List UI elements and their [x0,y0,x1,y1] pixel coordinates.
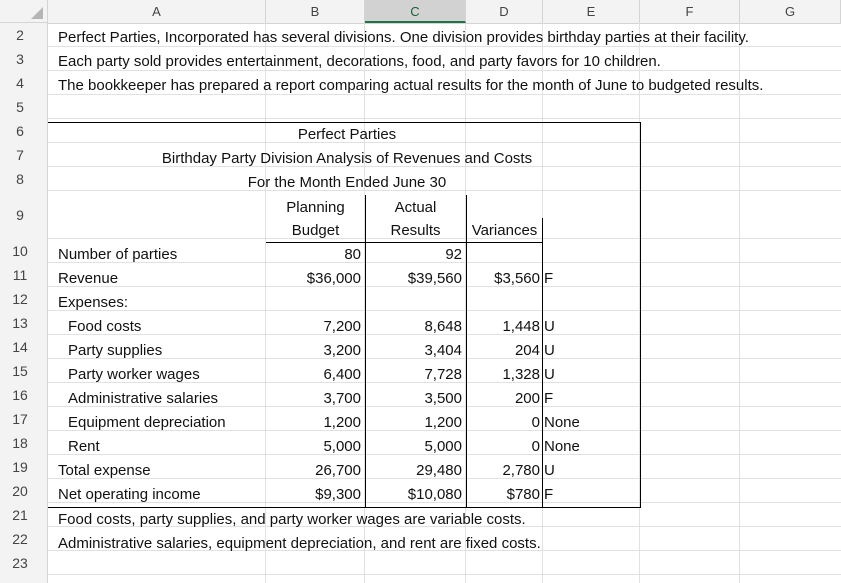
column-header-d[interactable]: D [466,0,543,23]
actual-value[interactable]: 5,000 [424,438,462,455]
row-header-23[interactable]: 23 [12,555,28,571]
column-header-e[interactable]: E [543,0,640,23]
row-header-17[interactable]: 17 [12,411,28,427]
actual-value[interactable]: 3,404 [424,342,462,359]
budget-value[interactable]: 26,700 [315,462,361,479]
variance-flag[interactable]: U [544,366,555,383]
row-header-13[interactable]: 13 [12,315,28,331]
variance-value[interactable]: 204 [514,342,540,359]
row-gridline [48,574,841,575]
actual-value[interactable]: $10,080 [407,486,462,503]
actual-value[interactable]: 7,728 [424,366,462,383]
variance-flag[interactable]: F [544,390,554,407]
variance-flag[interactable]: None [544,414,580,431]
variance-flag[interactable]: U [544,462,555,479]
budget-value[interactable]: $9,300 [315,486,361,503]
row-header-7[interactable]: 7 [16,147,24,163]
variance-flag[interactable]: U [544,342,555,359]
row-label[interactable]: Food costs [68,318,142,335]
actual-value[interactable]: 29,480 [416,462,462,479]
variance-value[interactable]: 200 [514,390,540,407]
budget-value[interactable]: 3,200 [323,342,361,359]
row-label[interactable]: Expenses: [58,294,129,311]
variance-value[interactable]: 2,780 [502,462,540,479]
row-label[interactable]: Equipment depreciation [68,414,226,431]
column-gridline [739,23,740,583]
budget-value[interactable]: 7,200 [323,318,361,335]
col-heading-actual[interactable]: Actual [394,199,437,216]
row-header-2[interactable]: 2 [16,27,24,43]
report-title-analysis[interactable]: Birthday Party Division Analysis of Revenues and Costs [161,150,533,167]
budget-value[interactable] [266,291,361,315]
row-header-8[interactable]: 8 [16,171,24,187]
budget-value[interactable]: 6,400 [323,366,361,383]
intro-line-2[interactable]: Each party sold provides entertainment, decorations, food, and party favors for 10 children. [58,53,661,70]
row-header-6[interactable]: 6 [16,123,24,139]
column-header-g[interactable]: G [740,0,841,23]
budget-value[interactable]: 3,700 [323,390,361,407]
row-header-5[interactable]: 5 [16,99,24,115]
col-heading-budget[interactable]: Budget [291,222,340,239]
budget-value[interactable]: $36,000 [306,270,361,287]
row-header-15[interactable]: 15 [12,363,28,379]
row-label[interactable]: Party worker wages [68,366,200,383]
variance-flag[interactable]: None [544,438,580,455]
budget-value[interactable]: 1,200 [323,414,361,431]
row-header-20[interactable]: 20 [12,483,28,499]
row-label[interactable]: Administrative salaries [68,390,219,407]
actual-value[interactable] [365,291,462,315]
variance-value[interactable]: 0 [531,438,540,455]
column-header-c[interactable]: C [365,0,466,23]
row-header-9[interactable]: 9 [16,207,24,223]
note-fixed-costs[interactable]: Administrative salaries, equipment depreciation, and rent are fixed costs. [58,535,541,552]
variance-value[interactable] [466,291,540,315]
variance-value[interactable] [466,243,540,267]
row-header-3[interactable]: 3 [16,51,24,67]
budget-value[interactable]: 80 [344,246,361,263]
variance-flag[interactable]: U [544,318,555,335]
actual-value[interactable]: 1,200 [424,414,462,431]
row-header-18[interactable]: 18 [12,435,28,451]
row-label[interactable]: Net operating income [58,486,201,503]
report-title-period[interactable]: For the Month Ended June 30 [247,174,447,191]
row-label[interactable]: Rent [68,438,100,455]
note-variable-costs[interactable]: Food costs, party supplies, and party worker wages are variable costs. [58,511,526,528]
variance-flag[interactable]: F [544,270,554,287]
col-heading-planning[interactable]: Planning [286,199,345,216]
intro-line-3[interactable]: The bookkeeper has prepared a report comparing actual results for the month of June to budgeted results. [58,77,764,94]
row-gridline [48,118,841,119]
row-label[interactable]: Total expense [58,462,151,479]
row-header-11[interactable]: 11 [12,267,28,283]
variance-value[interactable]: 1,448 [502,318,540,335]
row-header-19[interactable]: 19 [12,459,28,475]
variance-value[interactable]: 0 [531,414,540,431]
column-header-b[interactable]: B [266,0,365,23]
row-label[interactable]: Party supplies [68,342,163,359]
report-title-company[interactable]: Perfect Parties [297,126,397,143]
variance-value[interactable]: $3,560 [494,270,540,287]
row-header-21[interactable]: 21 [12,507,28,523]
col-heading-variances[interactable]: Variances [471,222,538,239]
variance-flag[interactable]: F [544,486,554,503]
select-all-triangle-icon [31,7,43,19]
actual-value[interactable]: $39,560 [407,270,462,287]
actual-value[interactable]: 3,500 [424,390,462,407]
variance-value[interactable]: 1,328 [502,366,540,383]
budget-value[interactable]: 5,000 [323,438,361,455]
column-divider-variance [542,218,543,507]
variance-value[interactable]: $780 [506,486,540,503]
actual-value[interactable]: 92 [445,246,462,263]
intro-line-1[interactable]: Perfect Parties, Incorporated has several divisions. One division provides birthday parties at their facility. [58,29,749,46]
row-header-14[interactable]: 14 [12,339,28,355]
row-header-4[interactable]: 4 [16,75,24,91]
row-header-22[interactable]: 22 [12,531,28,547]
row-label[interactable]: Number of parties [58,246,178,263]
row-header-12[interactable]: 12 [12,291,28,307]
column-header-f[interactable]: F [640,0,740,23]
col-heading-results[interactable]: Results [390,222,441,239]
column-header-a[interactable]: A [48,0,266,23]
actual-value[interactable]: 8,648 [424,318,462,335]
row-header-10[interactable]: 10 [12,243,28,259]
select-all-button[interactable] [0,0,48,23]
row-label[interactable]: Revenue [58,270,119,287]
row-header-16[interactable]: 16 [12,387,28,403]
